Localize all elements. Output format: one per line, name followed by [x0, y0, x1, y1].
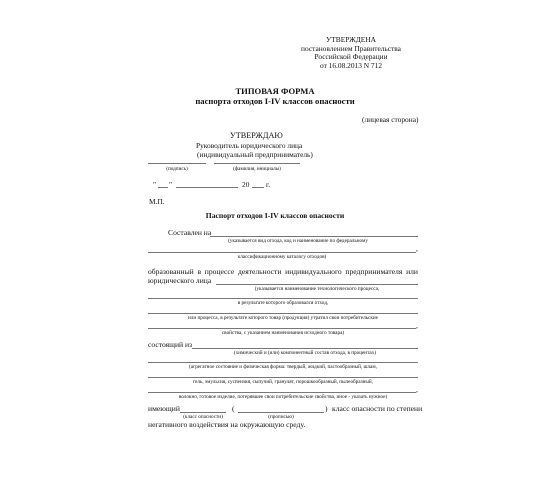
consisting-line-4 [148, 392, 416, 393]
consisting-comma: , [416, 385, 418, 394]
name-line [214, 163, 300, 164]
formed-caption-2: в результате которого образовался отход, [237, 300, 329, 306]
compiled-comma: , [416, 244, 418, 253]
approval-block [288, 36, 414, 70]
compiled-line-2 [148, 252, 416, 253]
passport-title: Паспорт отходов I-IV классов опасности [205, 211, 345, 220]
caption-name: (фамилия, инициалы) [233, 166, 281, 172]
hazard-class-line [180, 412, 226, 413]
hazard-words-line [238, 412, 324, 413]
approval-line-4: от 16.08.2013 N 712 [319, 60, 383, 70]
formed-line-2 [148, 298, 418, 299]
form-title-line-2: паспорта отходов I-IV классов опасности [195, 96, 355, 106]
formed-caption-4: свойства, с указанием наименования исходного товара) [221, 330, 345, 336]
signature-line [148, 163, 206, 164]
date-quote-close: " [169, 180, 173, 189]
formed-line-4 [148, 328, 416, 329]
formed-comma: , [416, 321, 418, 330]
consisting-caption-1: (химический и (или) компонентный состав отхода, в процентах) [233, 350, 377, 356]
approval-line-3: Российской Федерации [314, 52, 388, 62]
compiled-label: Составлен на [168, 228, 212, 237]
approve-line-1: Руководитель юридического лица [196, 141, 303, 150]
hazard-caption-words: (прописью) [268, 414, 294, 420]
date-suffix: г. [266, 180, 271, 189]
formed-line-1 [216, 284, 418, 285]
caption-signature: (подпись) [166, 166, 188, 172]
formed-line-3 [148, 313, 418, 314]
consisting-caption-3: гель, эмульсия, суспензия, сыпучий, гранулят, порошкообразный, пылеобразный, [193, 379, 373, 385]
formed-text: образованный в процессе деятельности индивидуального предпринимателя или [148, 267, 418, 276]
date-month-line [176, 187, 238, 188]
hazard-paren-open: ( [232, 404, 235, 413]
consisting-line-1 [192, 348, 418, 349]
date-year: 20 [242, 180, 250, 189]
hazard-line-2: негативного воздействия на окружающую среду. [148, 420, 306, 429]
hazard-paren-close: ) [325, 404, 328, 413]
compiled-caption-1: (указывается вид отхода, код и наименование по федеральному [228, 238, 368, 244]
consisting-label: состоящий из [148, 340, 193, 349]
consisting-line-2 [148, 362, 418, 363]
hazard-caption-class: (класс опасности) [183, 414, 223, 420]
approval-line-1: УТВЕРЖДЕНА [326, 35, 376, 44]
compiled-caption-2: классификационному каталогу отходов) [237, 254, 327, 260]
side-label: (лицевая сторона) [362, 115, 419, 124]
consisting-line-3 [148, 377, 418, 378]
formed-text-2: юридического лица [148, 276, 212, 285]
consisting-caption-4: волокно, готовое изделие, потерявшее свои потребительские свойства, иное - указать нужное) [178, 394, 388, 400]
approve-line-2: (индивидуальный предприниматель) [197, 150, 313, 159]
stamp-label: М.П. [149, 197, 165, 206]
approve-heading: УТВЕРЖДАЮ [230, 131, 283, 140]
date-quote-open: " [153, 180, 157, 189]
consisting-caption-2: (агрегатное состояние и физическая форма: твердый, жидкий, пастообразный, шлам, [189, 364, 377, 370]
approval-line-2: постановлением Правительства [301, 43, 401, 53]
date-day-line [158, 187, 168, 188]
compiled-line-1 [210, 236, 418, 237]
form-title-line-1: ТИПОВАЯ ФОРМА [235, 86, 315, 96]
date-year-line [252, 187, 264, 188]
hazard-text-after: класс опасности по степени [332, 404, 423, 413]
formed-caption-3: или процесса, в результате которого товар (продукция) утратил свои потребительские [188, 315, 378, 321]
hazard-label: имеющий [148, 404, 180, 413]
formed-caption-1: (указывается наименование технологического процесса, [254, 286, 380, 292]
